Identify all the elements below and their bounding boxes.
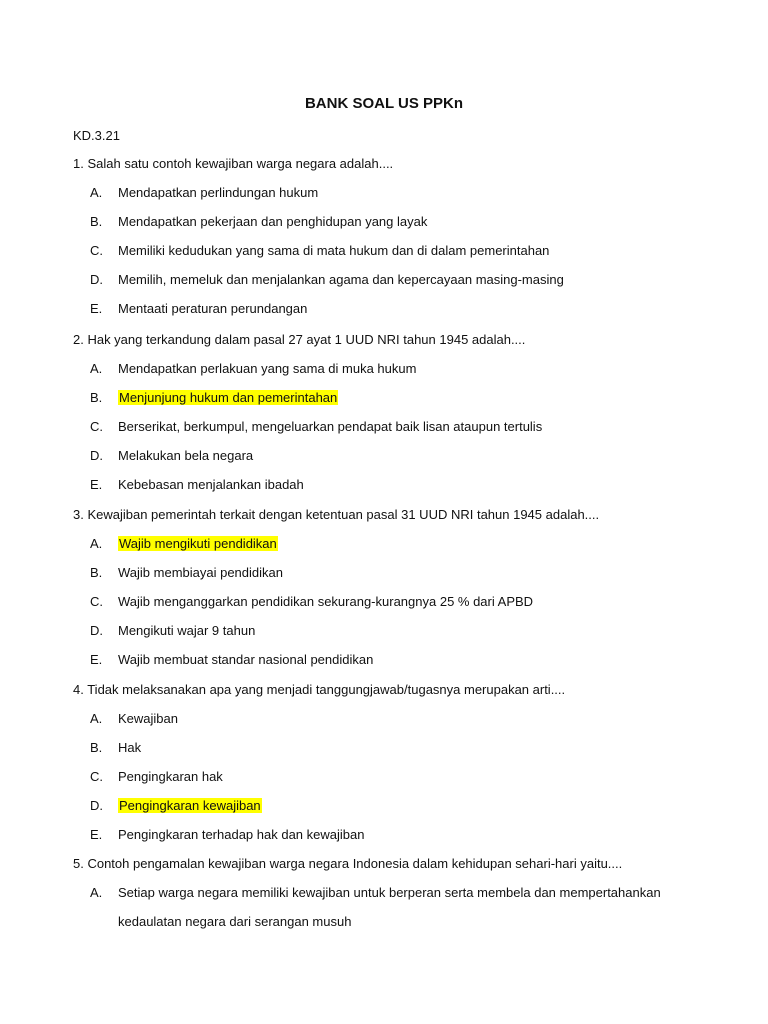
question-1: 1. Salah satu contoh kewajiban warga negara adalah.... [73, 156, 394, 171]
option-letter: D. [90, 623, 103, 638]
option-text [118, 710, 178, 728]
option-letter: B. [90, 565, 103, 580]
option-letter: E. [90, 301, 103, 316]
option-letter: B. [90, 740, 103, 755]
question-3: 3. Kewajiban pemerintah terkait dengan ketentuan pasal 31 UUD NRI tahun 1945 adalah.... [73, 507, 600, 522]
option-label: Setiap warga negara memiliki kewajiban untuk berperan serta membela dan mempertahankan [118, 885, 661, 900]
kd-code: KD.3.21 [73, 128, 120, 143]
option-letter: E. [90, 827, 103, 842]
option-label: Mendapatkan perlakuan yang sama di muka hukum [118, 361, 417, 376]
option-text [118, 797, 262, 815]
option-label: Pengingkaran hak [118, 769, 223, 784]
option-text [118, 242, 549, 260]
option-label: Memiliki kedudukan yang sama di mata hukum dan di dalam pemerintahan [118, 243, 550, 258]
option-letter: B. [90, 214, 103, 229]
option-letter: D. [90, 448, 103, 463]
option-letter: C. [90, 243, 103, 258]
option-label: Kebebasan menjalankan ibadah [118, 477, 304, 492]
page-title: BANK SOAL US PPKn [304, 95, 464, 112]
option-letter: A. [90, 711, 103, 726]
option-letter: C. [90, 594, 103, 609]
option-label: Melakukan bela negara [118, 448, 254, 463]
option-text [118, 213, 427, 231]
option-text [118, 884, 661, 902]
option-text [118, 184, 318, 202]
option-label: Mendapatkan perlindungan hukum [118, 185, 319, 200]
option-letter: C. [90, 419, 103, 434]
option-text [118, 622, 255, 640]
option-letter: C. [90, 769, 103, 784]
option-label: Pengingkaran terhadap hak dan kewajiban [118, 827, 365, 842]
option-text [118, 418, 542, 436]
highlighted-answer: Menjunjung hukum dan pemerintahan [119, 390, 338, 405]
option-label: Wajib membiayai pendidikan [118, 565, 283, 580]
option-letter: A. [90, 361, 103, 376]
highlighted-answer: Pengingkaran kewajiban [119, 798, 261, 813]
option-text [118, 300, 307, 318]
option-letter: B. [90, 390, 103, 405]
option-letter: A. [90, 885, 103, 900]
option-text [118, 593, 533, 611]
option-letter: D. [90, 272, 103, 287]
option-text [118, 739, 141, 757]
highlighted-answer: Wajib mengikuti pendidikan [119, 536, 277, 551]
option-text [118, 826, 364, 844]
question-5: 5. Contoh pengamalan kewajiban warga negara Indonesia dalam kehidupan sehari-hari yaitu.... [73, 856, 623, 871]
option-label: Mentaati peraturan perundangan [118, 301, 308, 316]
option-text-continuation: kedaulatan negara dari serangan musuh [118, 914, 352, 929]
option-label: Mendapatkan pekerjaan dan penghidupan yang layak [118, 214, 428, 229]
option-text [118, 360, 416, 378]
option-text [118, 768, 223, 786]
option-label: Wajib menganggarkan pendidikan sekurang-kurangnya 25 % dari APBD [118, 594, 534, 609]
option-text [118, 271, 564, 289]
question-2: 2. Hak yang terkandung dalam pasal 27 ayat 1 UUD NRI tahun 1945 adalah.... [73, 332, 526, 347]
option-label: Hak [118, 740, 142, 755]
option-text [118, 535, 278, 553]
option-letter: E. [90, 477, 103, 492]
option-text [118, 476, 304, 494]
option-letter: D. [90, 798, 103, 813]
option-label: Wajib membuat standar nasional pendidikan [118, 652, 374, 667]
option-text [118, 389, 338, 407]
option-label: Memilih, memeluk dan menjalankan agama dan kepercayaan masing-masing [118, 272, 564, 287]
option-label: Mengikuti wajar 9 tahun [118, 623, 256, 638]
option-letter: A. [90, 185, 103, 200]
option-label: Kewajiban [118, 711, 178, 726]
option-text [118, 651, 373, 669]
question-4: 4. Tidak melaksanakan apa yang menjadi tanggungjawab/tugasnya merupakan arti.... [73, 682, 566, 697]
option-label: Berserikat, berkumpul, mengeluarkan pendapat baik lisan ataupun tertulis [118, 419, 543, 434]
option-text [118, 564, 283, 582]
option-letter: E. [90, 652, 103, 667]
option-letter: A. [90, 536, 103, 551]
option-text [118, 447, 253, 465]
